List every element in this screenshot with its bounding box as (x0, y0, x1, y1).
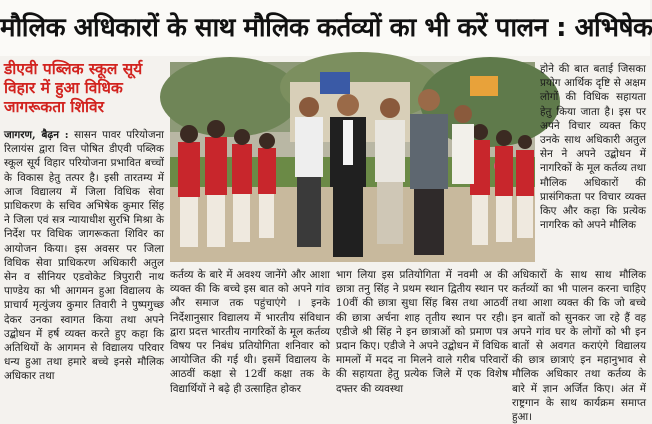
subheadline: डीएवी पब्लिक स्कूल सूर्य विहार में हुआ विधिक जागरूकता शिविर (4, 60, 143, 116)
dateline: जागरण, बैढ़न : (4, 129, 69, 141)
article-column-3 (336, 268, 508, 416)
article-text-4: होने की बात बताई जिसका प्रयोग आर्थिक दृष्टि से अक्षम लोगों की विधिक सहायता हेतु किया जाता है। इस पर अपने विचार व्यक्त किए उनके साथ अधिकारी अतुल सेन ने अपने उद्बोधन में नागरिकों के मूल कर्तव्य तथा मौलिक अधिकारों की प्रासंगिकता पर विचार व्यक्त किए और कहा कि प्रत्येक नागरिक को अपने मौलिक (540, 63, 646, 232)
headline: मौलिक अधिकारों के साथ मौलिक कर्तव्यों का भी करें पालन : अभिषेक (0, 0, 650, 56)
article-column-2 (170, 268, 330, 416)
article-text-1: सासन पावर परियोजना रिलायंस द्वारा वित्त पोषित डीएवी पब्लिक स्कूल सूर्य विहार परियोजना प्रभावित बच्चों के विकास हेतु तत्पर है। इसी तारतम्य में आज विद्यालय में जिला विधिक सेवा प्राधिकरण के सचिव अभिषेक कुमार सिंह ने जिला एवं सत्र न्यायाधीश सुरभि मिश्रा के निर्देश पर विधिक जागरूकता शिविर का आयोजन किया। इस अवसर पर जिला विधिक सेवा प्राधिकरण अधिकारी अतुल सेन व सीनियर एडवोकेट त्रिपुरारी नाथ पाण्डेय का भी आगमन हुआ विद्यालय के प्राचार्य मृत्युंजय कुमार तिवारी ने पुष्पगुच्छ देकर उनका स्वागत किया तथा अपने उद्बोधन में हर्ष व्यक्त करते हुए कहा कि अतिथियों के आगमन से विद्यालय परिवार धन्य हुआ तथा हमारे बच्चे इनसे मौलिक अधिकार तथा (4, 129, 164, 383)
article-column-5 (512, 268, 646, 424)
article-text-5: अधिकारों के साथ साथ मौलिक कर्तव्यों का भी पालन करना चाहिए तथा आशा व्यक्त की कि जो बच्चे इन बातों को सुनकर जा रहे हैं वह अपने गांव घर के लोगों को भी इन बातों से अवगत कराएंगे विद्यालय की छात्र छात्राएं इन महानुभाव से मौलिक अधिकार तथा कर्तव्य के बारे में ज्ञान अर्जित किए। अंत में राष्ट्रगान के साथ कार्यक्रम समाप्त हुआ। (512, 269, 646, 424)
news-photo (170, 62, 535, 262)
article-column-1 (4, 128, 164, 416)
article-column-4 (540, 62, 646, 262)
article-text-2: कर्तव्य के बारे में अवश्य जानेंगे और आशा व्यक्त की कि बच्चे इस बात को अपने गांव और समाज तक पहुंचाएंगे । इनके निर्देशानुसार विद्यालय में भारतीय संविधान द्वारा प्रदत्त भारतीय नागरिकों के मूल कर्तव्य विषय पर निबंध प्रतियोगिता शनिवार को आयोजित की गई थी। इसमें विद्यालय के आठवीं कक्षा से 12वीं कक्षा तक के विद्यार्थियों ने बढ़े ही उत्साहित होकर (170, 269, 330, 395)
article-text-3: भाग लिया इस प्रतियोगिता में नवमी अ की छात्रा तनु सिंह ने प्रथम स्थान द्वितीय स्थान पर 10वीं की छात्रा सुधा सिंह बिस तथा आठवीं की छात्रा अर्चना शाह तृतीय स्थान पर रही। एडीजे श्री सिंह ने इन छात्राओं को प्रमाण पत्र प्रदान किए। एडीजे ने अपने उद्बोधन में विधिक मामलों में मदद ना मिलने वाले गरीब परिवारों की सहायता हेतु प्रत्येक जिले में एक विशेष दफ्तर की व्यवस्था (336, 269, 508, 395)
